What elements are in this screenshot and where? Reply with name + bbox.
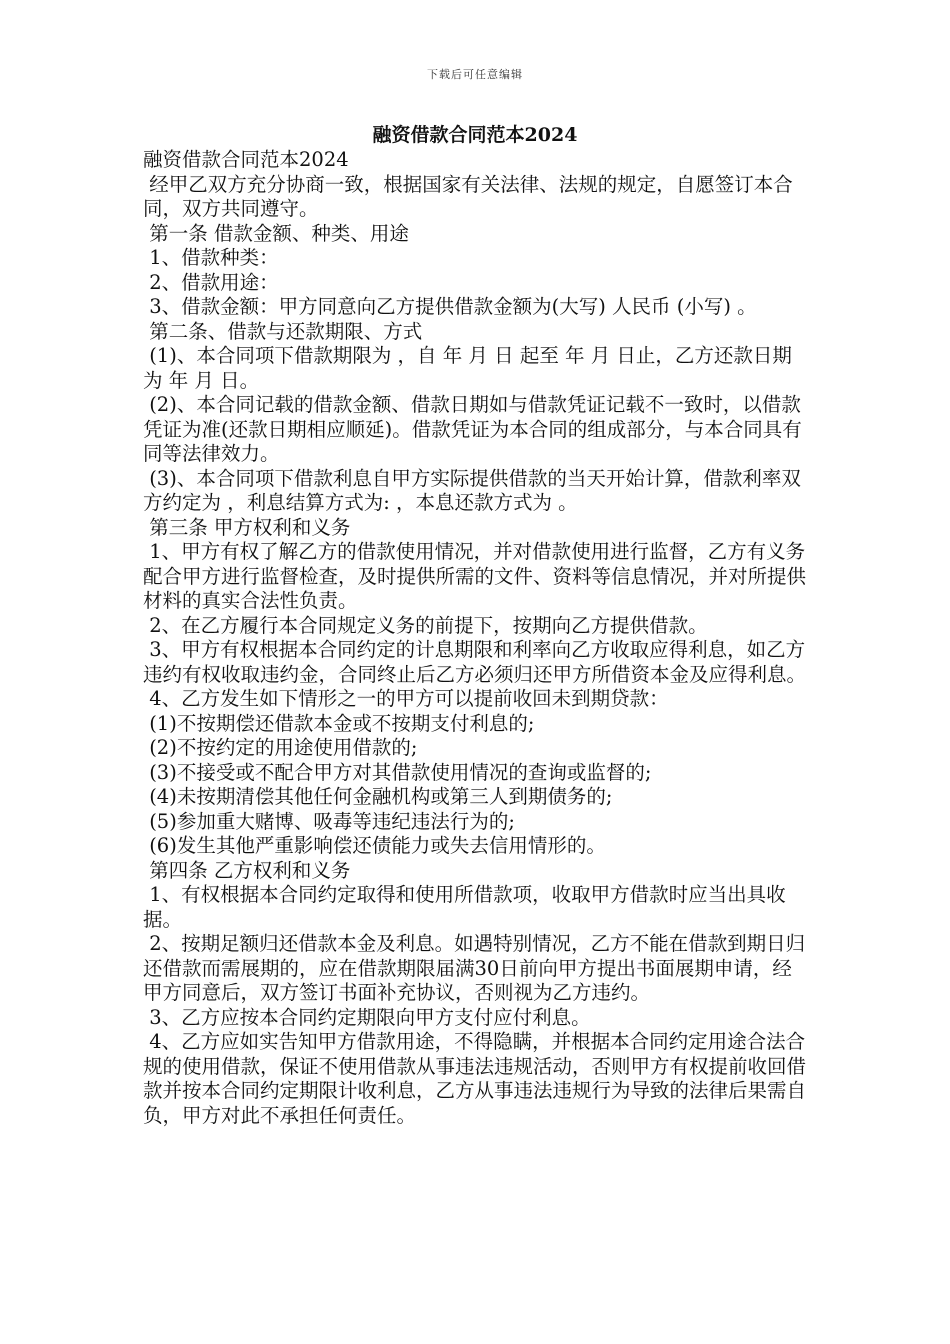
list-item: 4、乙方应如实告知甲方借款用途，不得隐瞒，并根据本合同约定用途合法合规的使用借款，保证不使用借款从事违法违规活动，否则甲方有权提前收回借款并按本合同约定期限计收利息，乙方从事违法违规行为导致的法律后果需自负，甲方对此不承担任何责任。 <box>143 1030 807 1127</box>
list-item: 1、甲方有权了解乙方的借款使用情况，并对借款使用进行监督，乙方有义务配合甲方进行监督检查，及时提供所需的文件、资料等信息情况，并对所提供材料的真实合法性负责。 <box>143 540 807 612</box>
sub-list-item: (6)发生其他严重影响偿还债能力或失去信用情形的。 <box>143 834 606 857</box>
sub-list-item: (2)不按约定的用途使用借款的; <box>143 736 418 759</box>
list-item: (1)、本合同项下借款期限为 ，自 年 月 日 起至 年 月 日止，乙方还款日期为 年 月 日。 <box>143 344 792 392</box>
list-item: 2、在乙方履行本合同规定义务的前提下，按期向乙方提供借款。 <box>143 613 708 637</box>
sub-list-item: (1)不按期偿还借款本金或不按期支付利息的; <box>143 711 535 735</box>
list-item: (3)、本合同项下借款利息自甲方实际提供借款的当天开始计算，借款利率双方约定为 ，利息结算方式为: ，本息还款方式为 。 <box>143 466 801 514</box>
document-body <box>143 148 807 1128</box>
paragraph: 融资借款合同范本2024 <box>143 148 349 171</box>
document-title: 融资借款合同范本2024 <box>372 124 578 146</box>
section-heading: 第二条、借款与还款期限、方式 <box>143 319 423 343</box>
sub-list-item: (5)参加重大赌博、吸毒等违纪违法行为的; <box>143 809 515 833</box>
list-item: 1、有权根据本合同约定取得和使用所借款项，收取甲方借款时应当出具收据。 <box>143 883 786 931</box>
list-item: 1、借款种类： <box>143 246 279 269</box>
paragraph: 经甲乙双方充分协商一致，根据国家有关法律、法规的规定，自愿签订本合同，双方共同遵守。 <box>143 172 793 220</box>
sub-list-item: (3)不接受或不配合甲方对其借款使用情况的查询或监督的; <box>143 760 652 784</box>
list-item: 2、按期足额归还借款本金及利息。如遇特别情况，乙方不能在借款到期日归还借款而需展期的，应在借款期限届满30日前向甲方提出书面展期申请，经甲方同意后，双方签订书面补充协议，否则视为乙方违约。 <box>143 932 806 1004</box>
list-item: 3、甲方有权根据本合同约定的计息期限和利率向乙方收取应得利息，如乙方违约有权收取违约金，合同终止后乙方必须归还甲方所借资本金及应得利息。 <box>143 638 807 686</box>
section-heading: 第四条 乙方权利和义务 <box>143 858 351 882</box>
list-item: 4、乙方发生如下情形之一的甲方可以提前收回未到期贷款： <box>143 687 669 710</box>
section-heading: 第一条 借款金额、种类、用途 <box>143 221 409 245</box>
list-item: 3、借款金额：甲方同意向乙方提供借款金额为(大写) 人民币 (小写) 。 <box>143 295 757 318</box>
header-note: 下载后可任意编辑 <box>427 68 523 81</box>
section-heading: 第三条 甲方权利和义务 <box>143 515 351 539</box>
list-item: 3、乙方应按本合同约定期限向甲方支付应付利息。 <box>143 1005 591 1029</box>
sub-list-item: (4)未按期清偿其他任何金融机构或第三人到期债务的; <box>143 785 613 808</box>
list-item: (2)、本合同记载的借款金额、借款日期如与借款凭证记载不一致时，以借款凭证为准(还款日期相应顺延)。借款凭证为本合同的组成部分，与本合同具有同等法律效力。 <box>143 393 802 465</box>
list-item: 2、借款用途： <box>143 270 279 294</box>
